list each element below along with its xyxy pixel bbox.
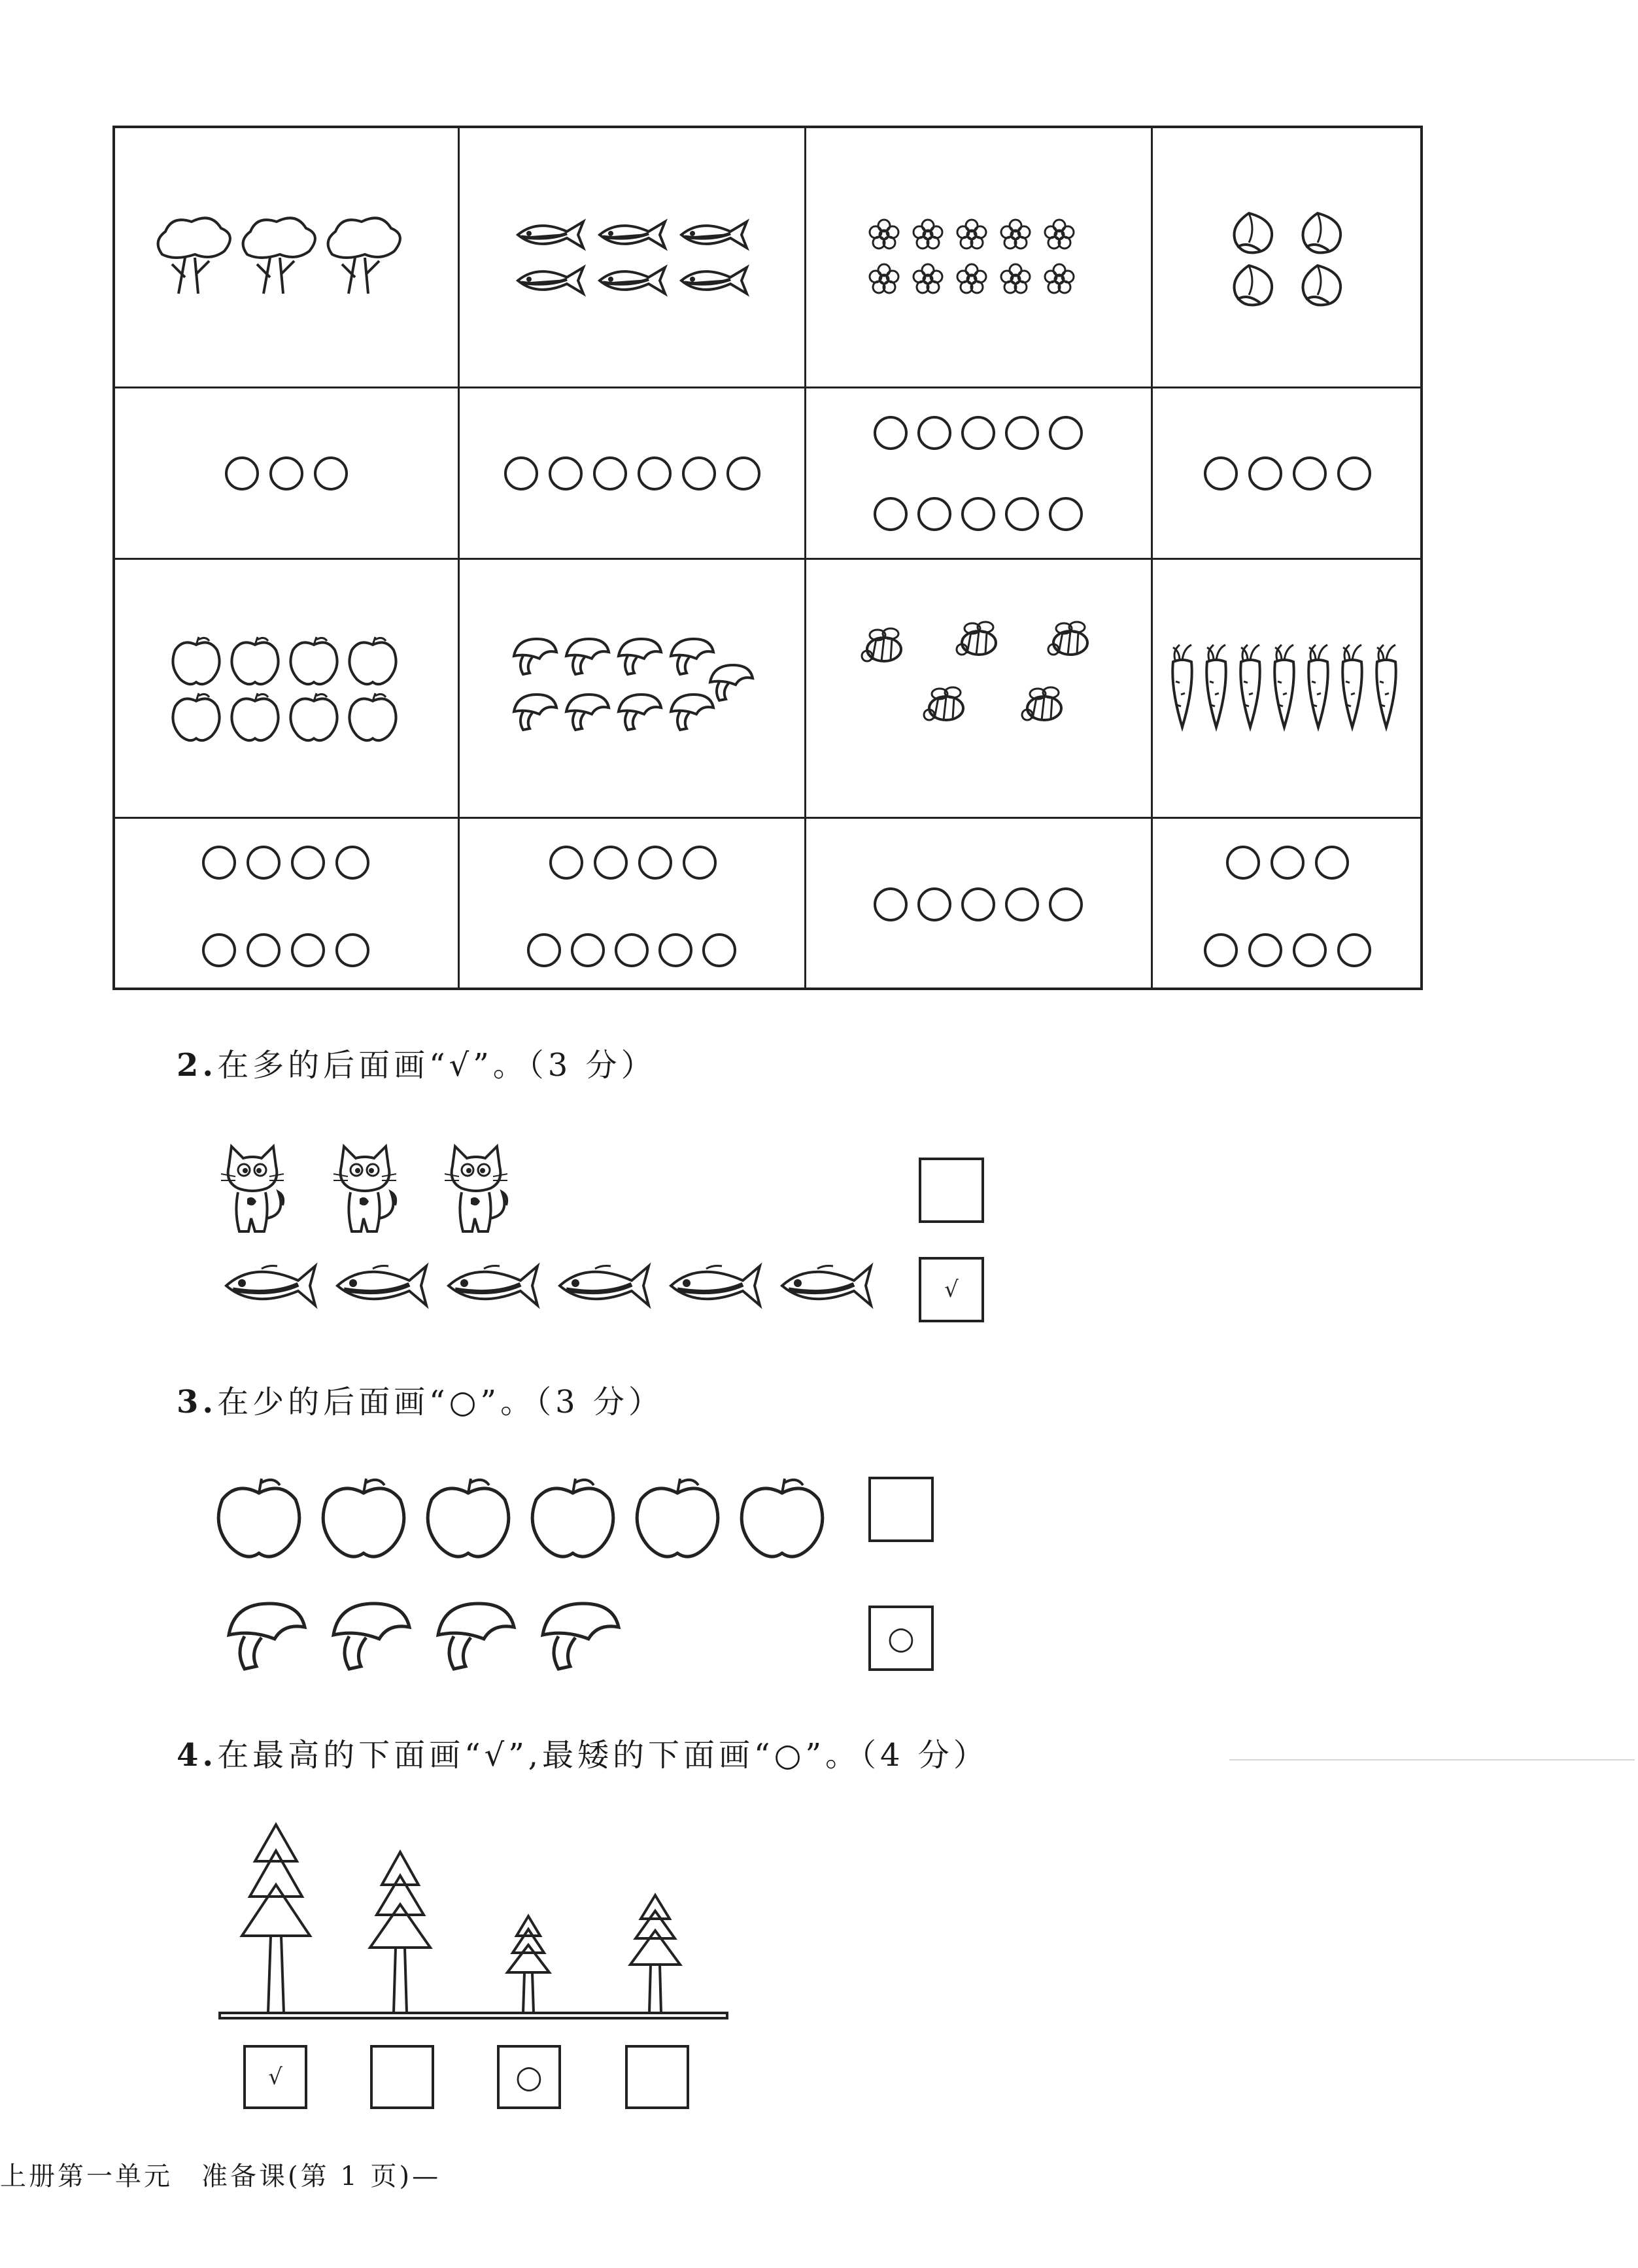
answer-box-cats[interactable] [919,1158,984,1223]
tree-icon [149,215,424,300]
tree-icon [370,1852,430,2013]
cell-circles-6 [460,388,804,558]
scan-artifact-line [1229,1759,1635,1761]
question-text: 在少的后面画“○”。（3 分） [217,1384,664,1420]
cell-circles-10 [806,388,1151,558]
fish-icon [508,212,757,303]
carrot-icon [1164,640,1412,738]
count-circles [221,454,352,493]
tree-icon [507,1916,549,2013]
question-number: 4. [177,1737,218,1774]
cell-circles-9 [460,819,804,990]
answer-box-tree-2[interactable] [370,2045,434,2109]
answer-box-tree-3[interactable]: ○ [497,2045,561,2109]
answer-box-mushrooms[interactable]: ○ [868,1606,934,1671]
cell-circles-8 [115,819,458,990]
cat-icon [216,1135,543,1246]
tree-icon [242,1825,310,2013]
tree-icon [630,1895,680,2013]
matching-table [112,126,1423,990]
cell-fish [460,128,804,387]
flower-icon [864,212,1093,303]
count-circles [524,839,740,970]
cell-flowers [806,128,1151,387]
cell-mushrooms [460,560,804,817]
answer-box-tree-4[interactable] [625,2045,689,2109]
cell-peaches [1153,128,1423,387]
count-circles [871,885,1087,924]
cell-circles-5 [806,819,1151,990]
bee-icon [855,617,1103,761]
cell-carrots [1153,560,1423,817]
cell-circles-7 [1153,819,1423,990]
count-circles [1200,839,1376,970]
cell-circles-3 [115,388,458,558]
apple-icon [169,633,404,744]
peach-icon [1223,205,1354,310]
question-text: 在最高的下面画“√”,最矮的下面画“○”。（4 分） [217,1737,989,1774]
trees-illustration [216,1812,739,2040]
question-number: 2. [177,1047,218,1084]
page-footer: 上册第一单元 准备课(第 1 页)— [0,2161,441,2191]
fish-icon [221,1257,888,1316]
cell-bees [806,560,1151,817]
count-circles [198,839,375,970]
question-3-title [177,1377,664,1422]
apple-icon [216,1468,830,1560]
answer-box-tree-1[interactable]: √ [243,2045,307,2109]
answer-box-fish[interactable]: √ [919,1257,984,1322]
count-circles [871,408,1087,539]
question-2-title [177,1040,657,1085]
answer-box-apples[interactable] [868,1477,934,1542]
mushroom-icon [222,1596,628,1687]
mushroom-icon [508,633,757,744]
count-circles [502,454,763,493]
question-text: 在多的后面画“√”。（3 分） [217,1047,657,1084]
cell-apples [115,560,458,817]
question-number: 3. [177,1384,218,1420]
question-4-title [177,1730,989,1775]
cell-trees [115,128,458,387]
cell-circles-4 [1153,388,1423,558]
count-circles [1200,454,1376,493]
